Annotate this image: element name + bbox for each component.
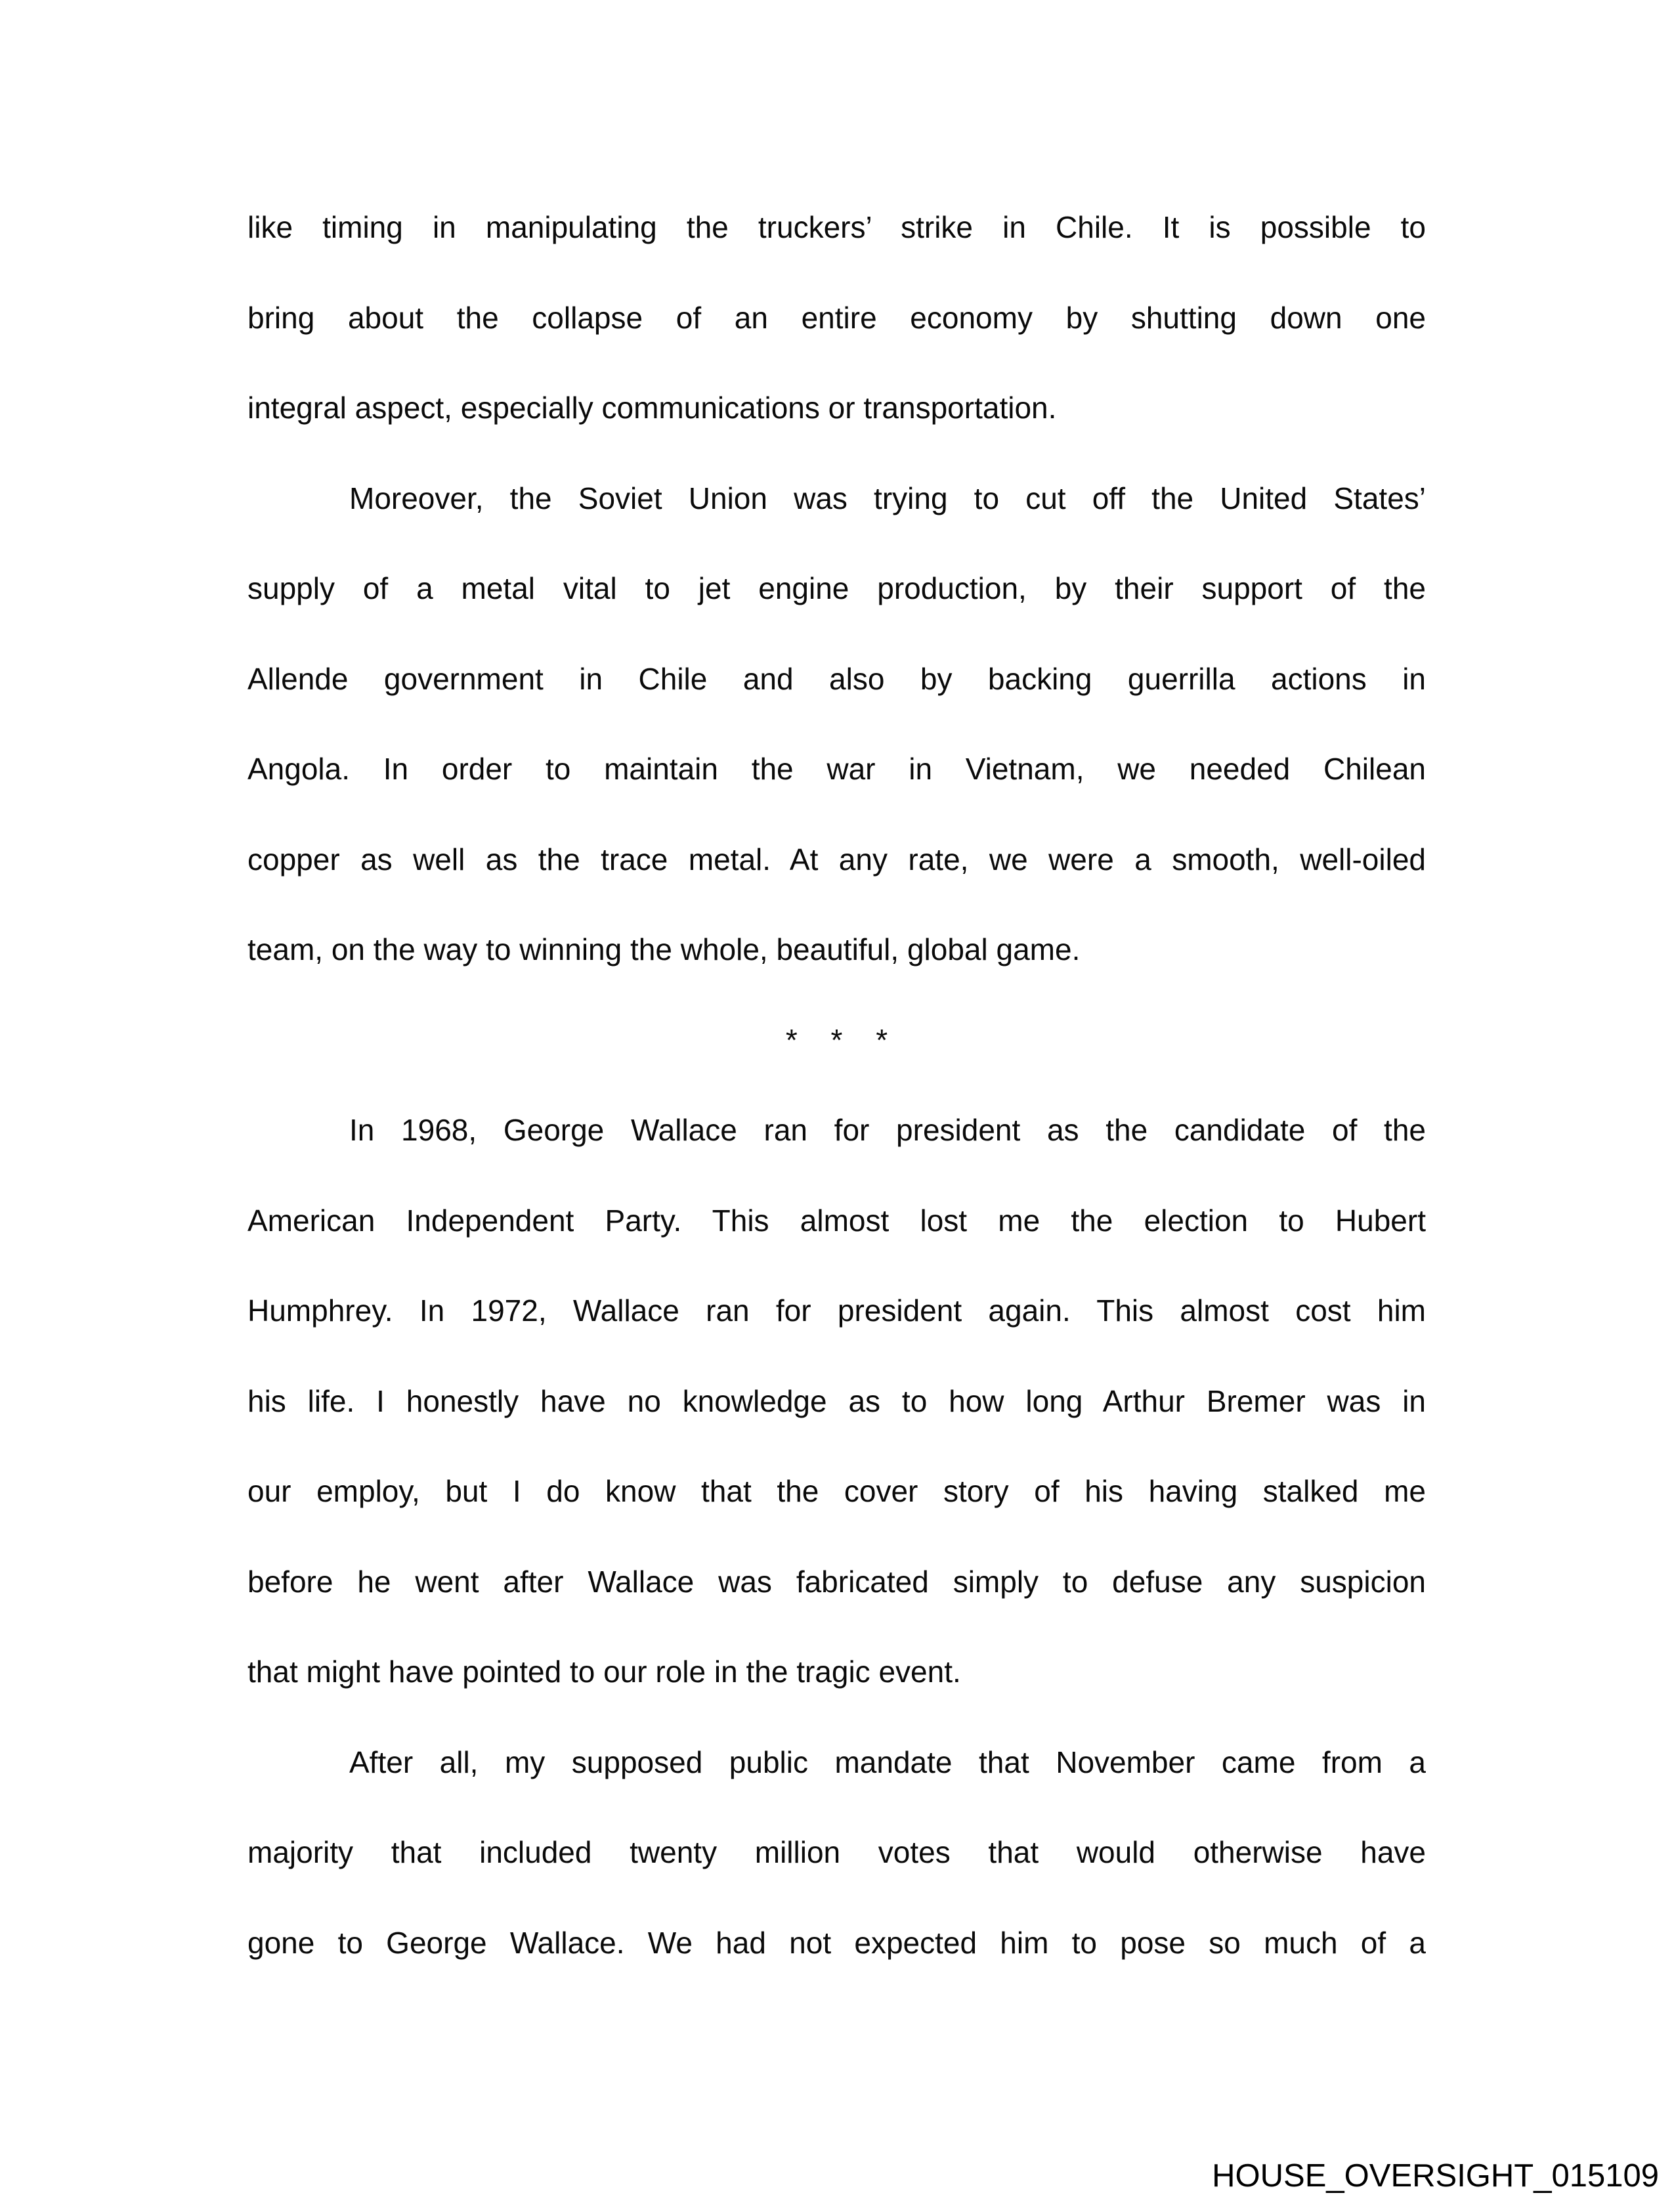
text-line: his life. I honestly have no knowledge as to how long Arthur Bremer was in xyxy=(247,1383,1426,1418)
text-line: supply of a metal vital to jet engine production, by their support of the xyxy=(247,571,1426,605)
paragraph xyxy=(247,454,1426,995)
text-line: majority that included twenty million votes that would otherwise have xyxy=(247,1835,1426,1869)
text-line: Angola. In order to maintain the war in Vietnam, we needed Chilean xyxy=(247,752,1426,786)
text-line: American Independent Party. This almost lost me the election to Hubert xyxy=(247,1203,1426,1238)
section-break: * * * xyxy=(785,1022,888,1057)
text-line: integral aspect, especially communications or transportation. xyxy=(247,391,1057,425)
text-line: like timing in manipulating the truckers’ strike in Chile. It is possible to xyxy=(247,210,1426,244)
text-line: bring about the collapse of an entire economy by shutting down one xyxy=(247,300,1426,335)
text-line: team, on the way to winning the whole, beautiful, global game. xyxy=(247,932,1081,966)
text-line: In 1968, George Wallace ran for president as the candidate of the xyxy=(349,1113,1426,1147)
text-line: before he went after Wallace was fabricated simply to defuse any suspicion xyxy=(247,1564,1426,1599)
bates-number: HOUSE_OVERSIGHT_015109 xyxy=(1212,2158,1659,2194)
text-line: Humphrey. In 1972, Wallace ran for president again. This almost cost him xyxy=(247,1293,1426,1328)
text-line: our employ, but I do know that the cover story of his having stalked me xyxy=(247,1474,1426,1508)
text-line: that might have pointed to our role in the tragic event. xyxy=(247,1655,961,1689)
text-line: Moreover, the Soviet Union was trying to cut off the United States’ xyxy=(349,481,1426,515)
text-line: gone to George Wallace. We had not expected him to pose so much of a xyxy=(247,1925,1426,1960)
paragraph xyxy=(247,1085,1426,1718)
page-content xyxy=(247,183,1426,1988)
paragraph xyxy=(247,1718,1426,1989)
text-line: After all, my supposed public mandate that November came from a xyxy=(349,1745,1426,1779)
text-line: Allende government in Chile and also by backing guerrilla actions in xyxy=(247,661,1426,696)
text-line: copper as well as the trace metal. At any rate, we were a smooth, well-oiled xyxy=(247,842,1426,877)
paragraph xyxy=(247,183,1426,454)
